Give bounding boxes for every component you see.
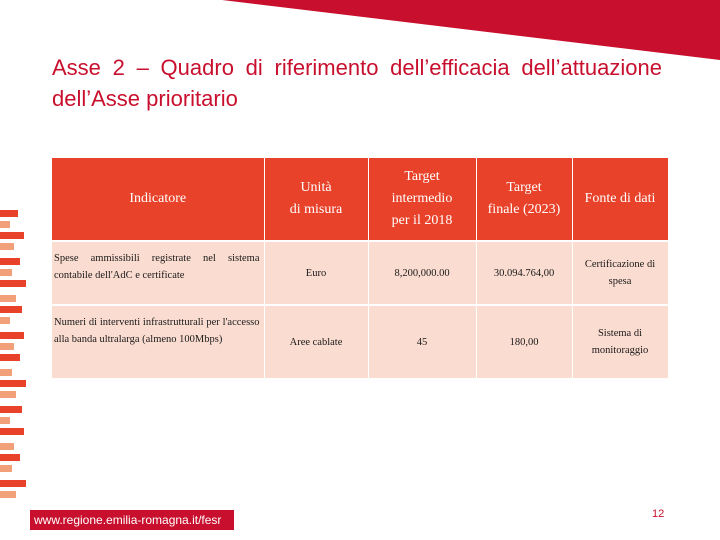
- header-unita-line2: di misura: [289, 202, 343, 217]
- header-target-fin-line2: finale (2023): [487, 202, 561, 217]
- header-target-fin-line1: Target: [506, 180, 542, 195]
- header-unita: [264, 158, 368, 241]
- footer-url: www.regione.emilia-romagna.it/fesr: [34, 513, 222, 527]
- cell-fonte: Certificazione di spesa: [572, 241, 668, 305]
- cell-target-2023: 180,00: [476, 305, 572, 378]
- page-title: Asse 2 – Quadro di riferimento dell’efficacia dell’attuazione dell’Asse prioritario: [52, 55, 662, 111]
- cell-target-2018: 8,200,000.00: [368, 241, 476, 305]
- corner-decoration: [0, 0, 720, 60]
- page-number: 12: [652, 508, 665, 520]
- cell-unita: Aree cablate: [264, 305, 368, 378]
- cell-indicatore: Numeri di interventi infrastrutturali per l'accesso alla banda ultralarga (almeno 100Mbps): [52, 305, 264, 378]
- cell-target-2023: 30.094.764,00: [476, 241, 572, 305]
- table-header-row: [52, 158, 668, 241]
- cell-fonte: Sistema di monitoraggio: [572, 305, 668, 378]
- header-target-finale: [476, 158, 572, 241]
- header-target-int-line3: per il 2018: [391, 213, 453, 228]
- header-target-int-line1: Target: [404, 169, 440, 184]
- table-row: [52, 241, 668, 305]
- footer-url-bar: [30, 510, 234, 530]
- cell-unita: Euro: [264, 241, 368, 305]
- header-fonte: [572, 158, 668, 241]
- header-fonte-label: Fonte di dati: [584, 191, 656, 206]
- table-row: [52, 305, 668, 378]
- header-target-int-line2: intermedio: [391, 191, 453, 206]
- cell-target-2018: 45: [368, 305, 476, 378]
- header-indicatore-label: Indicatore: [129, 191, 187, 206]
- cell-indicatore: Spese ammissibili registrate nel sistema contabile dell'AdC e certificate: [52, 241, 264, 305]
- header-target-intermedio: [368, 158, 476, 241]
- left-stripe-decoration: [0, 210, 30, 530]
- indicators-table: [52, 158, 669, 378]
- header-unita-line1: Unità: [300, 180, 332, 195]
- header-indicatore: [52, 158, 264, 241]
